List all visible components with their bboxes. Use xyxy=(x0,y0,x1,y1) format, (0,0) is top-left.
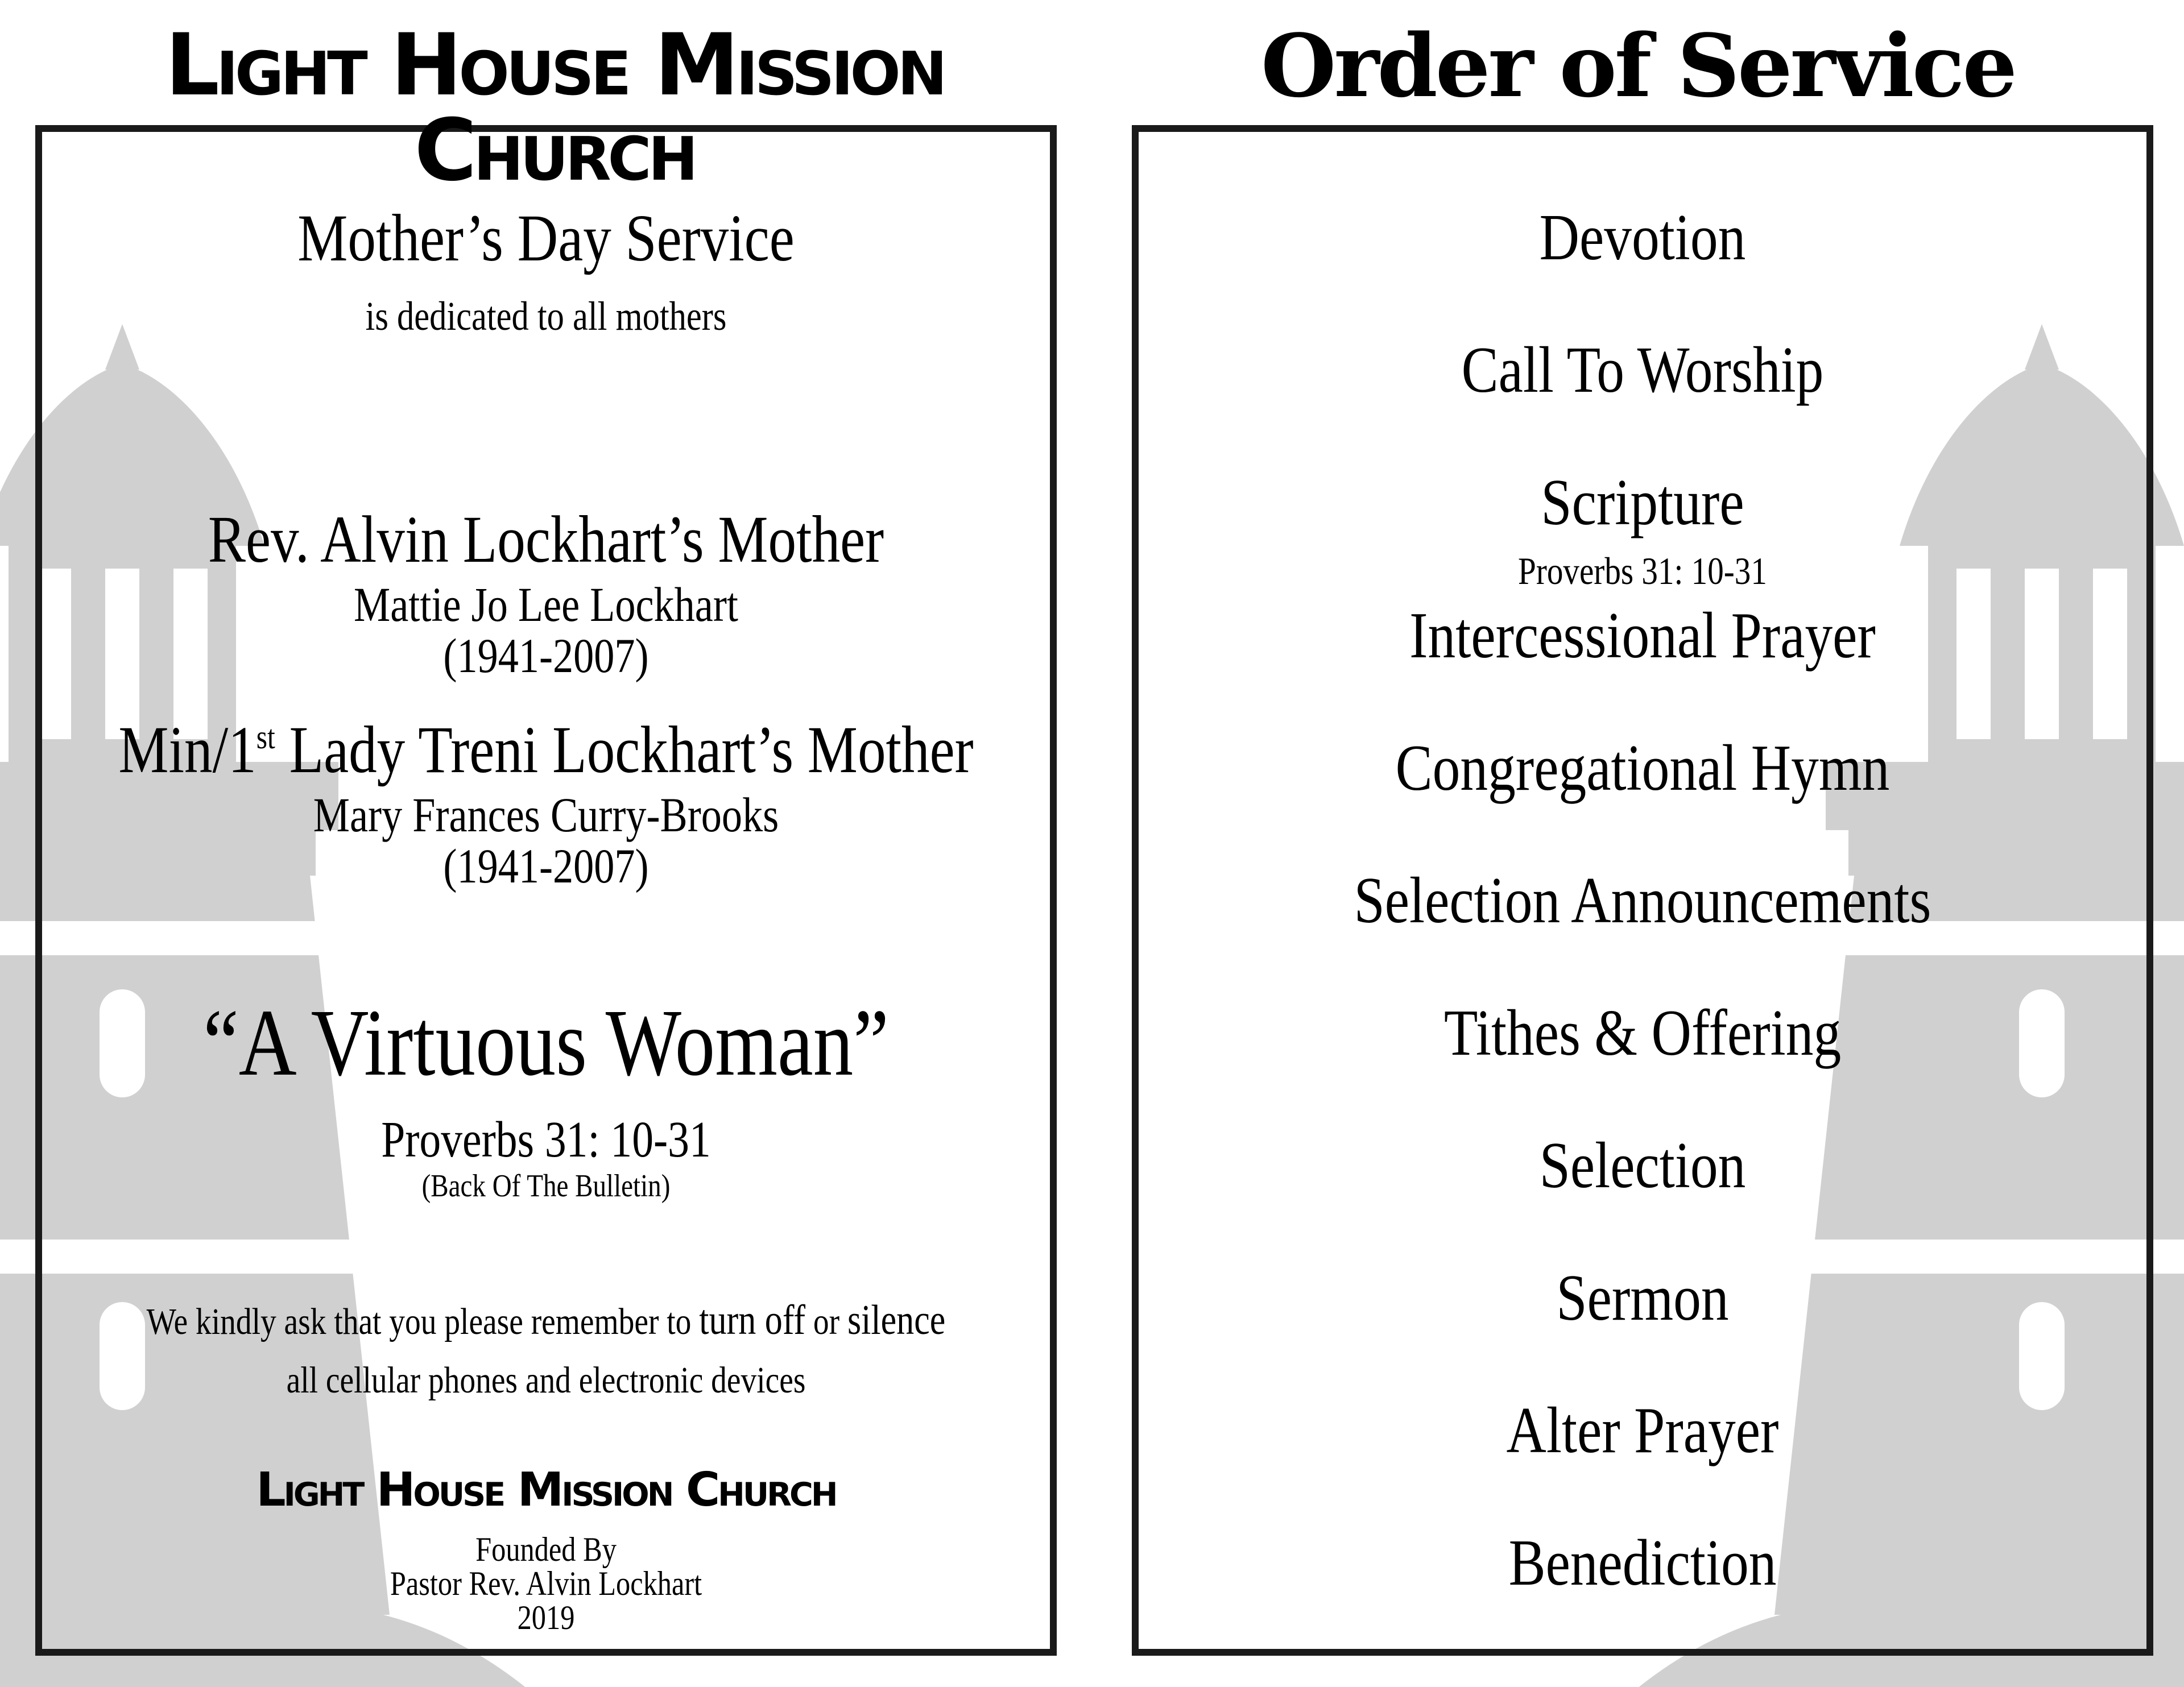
footer-year: 2019 xyxy=(517,1599,575,1636)
order-item-scripture: Scripture xyxy=(1541,466,1744,539)
order-item-congregational-hymn: Congregational Hymn xyxy=(1395,732,1890,805)
theme-note: (Back Of The Bulletin) xyxy=(421,1168,671,1204)
order-item-alter-prayer: Alter Prayer xyxy=(1506,1394,1779,1467)
scripture-reference: Proverbs 31: 10-31 xyxy=(1518,549,1767,592)
order-item-devotion: Devotion xyxy=(1539,201,1746,274)
order-item-sermon: Sermon xyxy=(1556,1262,1729,1334)
honoree-2-heading-superscript: st xyxy=(256,718,275,756)
theme-scripture: Proverbs 31: 10-31 xyxy=(381,1112,711,1168)
honoree-2-name: Mary Frances Curry-Brooks xyxy=(313,787,779,842)
honoree-1-heading: Rev. Alvin Lockhart’s Mother xyxy=(208,502,884,577)
order-of-service-title: Order of Service xyxy=(1260,15,2016,117)
order-item-call-to-worship: Call To Worship xyxy=(1461,334,1824,407)
footer-founded-by: Founded By xyxy=(475,1531,617,1568)
footer-founder: Pastor Rev. Alvin Lockhart xyxy=(390,1565,702,1602)
footer-church-name: Light House Mission Church xyxy=(256,1463,836,1517)
notice-part-2: or xyxy=(805,1301,847,1342)
notice-emphasis-turn-off: turn off xyxy=(699,1296,806,1343)
honoree-2-heading xyxy=(117,712,975,787)
honoree-2-heading-suffix: Lady Treni Lockhart’s Mother xyxy=(275,712,974,787)
event-title: Mother’s Day Service xyxy=(297,201,795,275)
sermon-theme: “A Virtuous Woman” xyxy=(203,990,889,1096)
order-item-intercessional-prayer: Intercessional Prayer xyxy=(1409,599,1876,672)
order-item-selection-announcements: Selection Announcements xyxy=(1354,864,1931,937)
honoree-2-years: (1941-2007) xyxy=(443,839,649,893)
honoree-1-years: (1941-2007) xyxy=(443,628,649,683)
honoree-1-name: Mattie Jo Lee Lockhart xyxy=(354,577,738,632)
device-notice-line-2: all cellular phones and electronic devices xyxy=(286,1359,806,1401)
order-item-tithes-offering: Tithes & Offering xyxy=(1443,997,1842,1070)
notice-emphasis-silence: silence xyxy=(847,1296,946,1343)
dedication-text: is dedicated to all mothers xyxy=(365,293,727,339)
order-item-selection: Selection xyxy=(1539,1129,1746,1202)
device-notice-line-1 xyxy=(117,1296,975,1343)
order-item-benediction: Benediction xyxy=(1508,1527,1777,1599)
notice-part-1: We kindly ask that you please remember to xyxy=(146,1301,700,1342)
honoree-2-heading-prefix: Min/1 xyxy=(118,712,257,787)
church-title: Light House Mission Church xyxy=(165,16,944,200)
